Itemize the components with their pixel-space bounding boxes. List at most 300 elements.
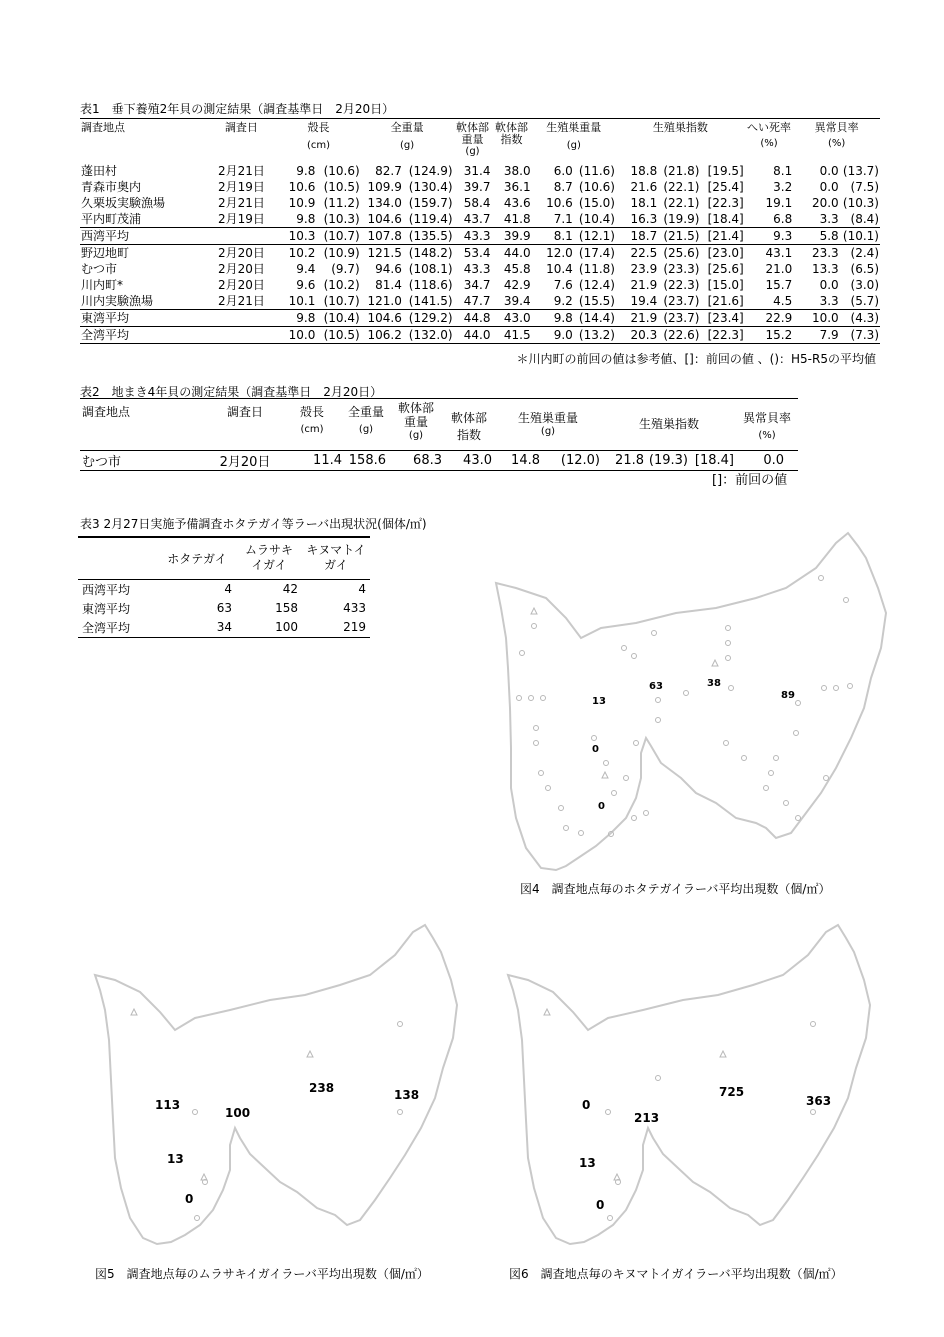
table1-cell: (108.1) bbox=[408, 261, 453, 276]
table1-cell: 58.4 bbox=[463, 195, 491, 210]
table1-cell: (11.2) bbox=[323, 195, 360, 210]
table1-cell: (12.1) bbox=[578, 228, 615, 243]
table2-cell: 21.8 bbox=[615, 453, 644, 468]
table1-cell: [23.4] bbox=[707, 310, 744, 325]
table2-header-gonad-index: 生殖巣指数 bbox=[638, 417, 699, 431]
table1-cell bbox=[207, 309, 277, 326]
table1-cell: 5.8 bbox=[819, 228, 839, 243]
table1-cell: (10.1) bbox=[842, 228, 879, 243]
table3-cell: 219 bbox=[343, 620, 366, 634]
t2-soft-index-label-2: 指数 bbox=[456, 428, 481, 442]
gonad-weight-unit: (g) bbox=[566, 140, 581, 151]
table1-header-gonad-weight bbox=[532, 119, 616, 163]
table3-cell: 34 bbox=[216, 620, 232, 634]
table1-cell: (17.4) bbox=[578, 245, 615, 260]
table1-cell: 18.8 bbox=[630, 163, 658, 178]
table3-cell: 433 bbox=[343, 601, 366, 615]
t2-soft-weight-label-1: 軟体部 bbox=[397, 401, 434, 415]
table1-cell: 2月19日 bbox=[217, 179, 265, 194]
table1-cell: (8.4) bbox=[850, 211, 879, 226]
table1-cell: 23.9 bbox=[630, 261, 658, 276]
table1-cell: (2.4) bbox=[850, 245, 879, 260]
table1-cell: (23.7) bbox=[663, 310, 700, 325]
table1-title: 表1 垂下養殖2年貝の測定結果（調査基準日 2月20日） bbox=[80, 102, 395, 116]
table1-cell: (10.3) bbox=[842, 195, 879, 210]
table1-cell: (7.3) bbox=[850, 327, 879, 342]
table3-cell: 東湾平均 bbox=[82, 601, 131, 616]
table1-cell: 9.8 bbox=[296, 163, 316, 178]
table1-cell: 平内町茂浦 bbox=[81, 211, 142, 226]
table3-header-mussel-2: イガイ bbox=[251, 558, 287, 573]
table1-cell: [19.5] bbox=[707, 163, 744, 178]
table1-note: ＊川内町の前回の値は参考値、[]：前回の値 、()：H5-R5の平均値 bbox=[516, 352, 876, 366]
table1-cell: (21.5) bbox=[663, 228, 700, 243]
table1-cell bbox=[207, 227, 277, 244]
table3-title: 表3 2月27日実施予備調査ホタテガイ等ラーバ出現状況(個体/㎡) bbox=[80, 517, 427, 531]
soft-index-label-1: 軟体部 bbox=[495, 121, 529, 134]
table1-cell: 45.8 bbox=[503, 261, 531, 276]
table1-cell: (10.9) bbox=[323, 245, 360, 260]
table2 bbox=[80, 398, 798, 471]
fig6-label: 0 bbox=[596, 1198, 605, 1212]
table3-header-kinumatoigai-1: キヌマトイ bbox=[306, 543, 366, 558]
fig5-caption: 図5 調査地点毎のムラサキイガイラーバ平均出現数（個/㎡） bbox=[95, 1267, 429, 1281]
table1-cell: 39.4 bbox=[503, 293, 531, 308]
table1-row bbox=[80, 293, 880, 310]
table1-cell: 43.3 bbox=[463, 261, 491, 276]
table1-cell: 10.2 bbox=[288, 245, 316, 260]
table1-cell: 川内実験漁場 bbox=[81, 293, 154, 308]
table1-cell: (13.2) bbox=[578, 327, 615, 342]
table3-row bbox=[78, 579, 370, 599]
table2-cell: 11.4 bbox=[313, 453, 342, 468]
table1-cell: 94.6 bbox=[375, 261, 402, 276]
table1-cell: 82.7 bbox=[375, 163, 402, 178]
table1-cell: (10.6) bbox=[578, 179, 615, 194]
table1-cell: 44.0 bbox=[463, 327, 491, 342]
table1-cell: (25.6) bbox=[663, 245, 700, 260]
table1-cell: (6.5) bbox=[850, 261, 879, 276]
table1-cell: 41.8 bbox=[503, 211, 531, 226]
table1-cell: (10.7) bbox=[323, 228, 360, 243]
table3-cell: 100 bbox=[275, 620, 298, 634]
table1-cell: 3.3 bbox=[819, 293, 839, 308]
fig4-label: 13 bbox=[592, 696, 606, 707]
table2-header-total-weight bbox=[344, 399, 388, 451]
table1-cell: 10.4 bbox=[546, 261, 573, 276]
t2-soft-weight-label-2: 重量 bbox=[403, 415, 428, 429]
table1-cell: 19.1 bbox=[765, 195, 793, 210]
t2-soft-weight-unit: (g) bbox=[408, 430, 424, 441]
table1-header-soft-index bbox=[492, 119, 532, 163]
table1-cell: (15.5) bbox=[578, 293, 615, 308]
fig6-label: 0 bbox=[582, 1098, 591, 1112]
table1-cell: (11.6) bbox=[578, 163, 615, 178]
table1-cell: (10.4) bbox=[323, 310, 360, 325]
table2-row bbox=[80, 451, 798, 471]
table3-cell: 4 bbox=[358, 582, 366, 596]
table2-cell: (19.3) bbox=[648, 453, 688, 468]
t2-abnormal-label: 異常貝率 bbox=[742, 411, 791, 425]
table1-cell: (22.3) bbox=[663, 277, 700, 292]
table1-cell: 野辺地町 bbox=[81, 245, 130, 260]
table1-cell: 42.9 bbox=[503, 277, 531, 292]
table2-cell: [18.4] bbox=[694, 453, 734, 468]
table1-cell: (14.4) bbox=[578, 310, 615, 325]
table1-cell: [21.6] bbox=[707, 293, 744, 308]
mortality-unit: (%) bbox=[760, 138, 778, 149]
table1-cell: 10.3 bbox=[288, 228, 316, 243]
fig5-label: 138 bbox=[394, 1088, 420, 1102]
table1-cell: (130.4) bbox=[408, 179, 453, 194]
table1-cell: (10.7) bbox=[323, 293, 360, 308]
table3-header-mussel-1: ムラサキ bbox=[244, 543, 293, 558]
table1-cell: (23.3) bbox=[663, 261, 700, 276]
table1-cell: (23.7) bbox=[663, 293, 700, 308]
abnormal-unit: (%) bbox=[827, 138, 846, 149]
table1-row bbox=[80, 277, 880, 293]
table1-cell: 7.6 bbox=[553, 277, 573, 292]
fig6-label: 363 bbox=[806, 1094, 832, 1108]
table1-cell: 全湾平均 bbox=[81, 327, 130, 342]
t2-total-weight-unit: (g) bbox=[358, 424, 374, 435]
table1-cell: 9.4 bbox=[296, 261, 316, 276]
table2-header-soft-index bbox=[444, 399, 494, 451]
table1-cell: 西湾平均 bbox=[81, 228, 130, 243]
table1-cell: 20.3 bbox=[630, 327, 658, 342]
table1-cell: (148.2) bbox=[408, 245, 453, 260]
table3-header-kinumatoigai bbox=[302, 537, 370, 579]
table1-cell: 106.2 bbox=[367, 327, 402, 342]
table1-cell: 9.8 bbox=[296, 211, 316, 226]
table1-cell: 13.3 bbox=[811, 261, 839, 276]
table1-cell: 青森市奥内 bbox=[81, 179, 142, 194]
table1-cell: (135.5) bbox=[408, 228, 453, 243]
fig5-bay-outline bbox=[85, 920, 485, 1250]
table1-cell: 9.2 bbox=[553, 293, 573, 308]
table1-cell: 10.9 bbox=[288, 195, 316, 210]
table1-cell: 107.8 bbox=[367, 228, 402, 243]
table1-row bbox=[80, 309, 880, 326]
table1-cell: 7.9 bbox=[819, 327, 839, 342]
table1-cell: 12.0 bbox=[546, 245, 573, 260]
table1-cell: 18.1 bbox=[630, 195, 658, 210]
table1-row bbox=[80, 163, 880, 179]
table1-cell: 41.5 bbox=[503, 327, 531, 342]
table3-header-scallop: ホタテガイ bbox=[167, 551, 227, 566]
table1-row bbox=[80, 179, 880, 195]
table1-row bbox=[80, 195, 880, 211]
table1-cell: 47.7 bbox=[463, 293, 491, 308]
fig4-label: 0 bbox=[592, 744, 599, 755]
table1-cell: 21.0 bbox=[765, 261, 793, 276]
table1-cell: 8.1 bbox=[553, 228, 573, 243]
table3-cell: 西湾平均 bbox=[82, 582, 131, 597]
table1-cell: 2月20日 bbox=[217, 261, 265, 276]
table1-cell: 9.3 bbox=[773, 228, 793, 243]
table1-cell: (10.6) bbox=[323, 163, 360, 178]
table2-header-abnormal bbox=[736, 399, 798, 451]
soft-weight-label-1: 軟体部 bbox=[456, 121, 489, 134]
table1-cell: むつ市 bbox=[81, 261, 118, 276]
table3-row bbox=[78, 599, 370, 618]
t2-shell-length-unit: (cm) bbox=[300, 424, 324, 435]
table1-row bbox=[80, 227, 880, 244]
fig4-label: 89 bbox=[781, 690, 795, 701]
table1-cell: 19.4 bbox=[630, 293, 658, 308]
table1-cell: (10.2) bbox=[323, 277, 360, 292]
table1-cell: 20.0 bbox=[811, 195, 839, 210]
table1-cell: (22.1) bbox=[663, 179, 700, 194]
table2-cell: (12.0) bbox=[560, 453, 600, 468]
table1-cell: 23.3 bbox=[811, 245, 839, 260]
table1-cell: (124.9) bbox=[408, 163, 453, 178]
table3-header-kinumatoigai-2: ガイ bbox=[324, 558, 348, 573]
table1-cell: 2月19日 bbox=[217, 211, 265, 226]
shell-length-unit: (cm) bbox=[306, 140, 330, 151]
table1-cell: [22.3] bbox=[707, 327, 744, 342]
table1-cell: 東湾平均 bbox=[81, 310, 130, 325]
table1-cell: 15.7 bbox=[765, 277, 793, 292]
table1-cell: (10.5) bbox=[323, 327, 360, 342]
table1-cell: 9.0 bbox=[553, 327, 573, 342]
table1-cell: (10.5) bbox=[323, 179, 360, 194]
table1-cell: (12.4) bbox=[578, 277, 615, 292]
table2-header-shell-length bbox=[280, 399, 344, 451]
table1-cell: 44.8 bbox=[463, 310, 491, 325]
table1-cell: (129.2) bbox=[408, 310, 453, 325]
table1-cell: (11.8) bbox=[578, 261, 615, 276]
gonad-weight-label: 生殖巣重量 bbox=[546, 121, 602, 134]
table1-cell: 39.9 bbox=[503, 228, 531, 243]
table1-cell: (119.4) bbox=[408, 211, 453, 226]
table1-cell: 31.4 bbox=[463, 163, 491, 178]
table1-cell: [25.6] bbox=[707, 261, 744, 276]
table2-title: 表2 地まき4年貝の測定結果（調査基準日 2月20日） bbox=[80, 385, 383, 399]
soft-index-label-2: 指数 bbox=[500, 133, 523, 146]
table1-cell: 3.3 bbox=[819, 211, 839, 226]
table3-cell: 全湾平均 bbox=[82, 620, 131, 635]
table1-cell: (3.0) bbox=[850, 277, 879, 292]
table1-header-site: 調査地点 bbox=[81, 121, 125, 134]
table1-row bbox=[80, 244, 880, 261]
table1-cell: [21.4] bbox=[707, 228, 744, 243]
table1-header-mortality bbox=[745, 119, 794, 163]
table2-cell: 2月20日 bbox=[219, 455, 271, 470]
table1-cell: (13.7) bbox=[842, 163, 879, 178]
table1-cell: 16.3 bbox=[630, 211, 658, 226]
table1-cell: 2月21日 bbox=[217, 163, 265, 178]
table1-cell: [22.3] bbox=[707, 195, 744, 210]
table1-cell: 9.8 bbox=[296, 310, 316, 325]
table1-cell: 81.4 bbox=[375, 277, 402, 292]
table1-cell: 21.6 bbox=[630, 179, 658, 194]
fig5-label: 113 bbox=[155, 1098, 181, 1112]
table1-cell: (141.5) bbox=[408, 293, 453, 308]
table1-header-date: 調査日 bbox=[224, 121, 258, 134]
table3 bbox=[78, 536, 370, 638]
table1-cell: (15.0) bbox=[578, 195, 615, 210]
table1-cell: 109.9 bbox=[367, 179, 402, 194]
table1-cell: (159.7) bbox=[408, 195, 453, 210]
table1-cell: 22.9 bbox=[765, 310, 793, 325]
table1-cell: 川内町* bbox=[81, 277, 124, 292]
fig6-label: 725 bbox=[719, 1085, 745, 1099]
soft-weight-label-2: 重量 bbox=[461, 133, 484, 146]
table1-cell: 0.0 bbox=[819, 163, 839, 178]
fig4-label: 38 bbox=[707, 678, 721, 689]
fig4-label: 63 bbox=[649, 681, 663, 692]
table1-cell: 4.5 bbox=[773, 293, 793, 308]
table1-header-total-weight bbox=[361, 119, 454, 163]
table1-cell: 34.7 bbox=[463, 277, 491, 292]
table1-cell: 38.0 bbox=[503, 163, 531, 178]
table1-cell: 9.6 bbox=[296, 277, 316, 292]
table1-cell: 6.8 bbox=[773, 211, 793, 226]
table1-cell: 7.1 bbox=[553, 211, 573, 226]
table1-cell: 0.0 bbox=[819, 179, 839, 194]
table1-cell: 121.5 bbox=[367, 245, 402, 260]
shell-length-label: 殻長 bbox=[307, 121, 330, 134]
table3-header-mussel bbox=[236, 537, 302, 579]
fig5-label: 100 bbox=[225, 1106, 251, 1120]
table1-cell: (22.6) bbox=[663, 327, 700, 342]
table1-cell: 21.9 bbox=[630, 310, 658, 325]
table1-cell: 10.6 bbox=[546, 195, 573, 210]
table2-header-soft-weight bbox=[388, 399, 444, 451]
table2-cell: むつ市 bbox=[82, 455, 122, 470]
table1-cell: (10.3) bbox=[323, 211, 360, 226]
fig4-bay-outline bbox=[486, 528, 906, 878]
table3-cell: 63 bbox=[216, 601, 232, 615]
table1-cell: 久栗坂実験漁場 bbox=[81, 195, 166, 210]
table1-cell: [15.0] bbox=[707, 277, 744, 292]
fig4-map bbox=[486, 528, 906, 878]
total-weight-unit: (g) bbox=[400, 140, 415, 151]
table1-cell: 43.1 bbox=[765, 245, 793, 260]
fig4-caption: 図4 調査地点毎のホタテガイラーバ平均出現数（個/㎡） bbox=[520, 882, 831, 896]
table2-cell: 0.0 bbox=[763, 453, 784, 468]
t2-gonad-weight-unit: (g) bbox=[540, 426, 556, 437]
table2-cell: 43.0 bbox=[463, 453, 492, 468]
table1-cell: 44.0 bbox=[503, 245, 531, 260]
table2-header-gonad-weight bbox=[494, 399, 602, 451]
fig6-caption: 図6 調査地点毎のキヌマトイガイラーバ平均出現数（個/㎡） bbox=[509, 1267, 843, 1281]
table1-cell: 121.0 bbox=[367, 293, 402, 308]
table1-cell: 10.0 bbox=[288, 327, 316, 342]
table3-cell: 158 bbox=[275, 601, 298, 615]
table1-cell: 104.6 bbox=[367, 310, 402, 325]
table1-cell: 6.0 bbox=[553, 163, 573, 178]
table2-header-site: 調査地点 bbox=[82, 405, 131, 419]
table1-cell: 53.4 bbox=[463, 245, 491, 260]
t2-total-weight-label: 全重量 bbox=[347, 405, 384, 419]
table1-cell: 36.1 bbox=[503, 179, 531, 194]
table3-row bbox=[78, 618, 370, 638]
table1-cell: 蓬田村 bbox=[81, 163, 118, 178]
fig5-label: 238 bbox=[309, 1081, 335, 1095]
mortality-label: へい死率 bbox=[746, 121, 791, 134]
table1-cell: 18.7 bbox=[630, 228, 658, 243]
table1-header-soft-weight bbox=[454, 119, 492, 163]
table1-cell: 15.2 bbox=[765, 327, 793, 342]
fig5-map bbox=[85, 920, 485, 1250]
table1-cell: (19.9) bbox=[663, 211, 700, 226]
table1-cell: 43.6 bbox=[503, 195, 531, 210]
table1-cell: (4.3) bbox=[850, 310, 879, 325]
t2-soft-index-label-1: 軟体部 bbox=[450, 411, 487, 425]
table1-cell: 21.9 bbox=[630, 277, 658, 292]
table1-header-shell-length bbox=[276, 119, 360, 163]
fig5-label: 0 bbox=[185, 1192, 194, 1206]
table1-cell: [25.4] bbox=[707, 179, 744, 194]
table1-cell bbox=[207, 326, 277, 343]
table1-cell: (22.1) bbox=[663, 195, 700, 210]
table1-cell: 3.2 bbox=[773, 179, 793, 194]
table1-cell: 2月20日 bbox=[217, 245, 265, 260]
table2-cell: 14.8 bbox=[511, 453, 540, 468]
table1-cell: (118.6) bbox=[408, 277, 453, 292]
table1-cell: (7.5) bbox=[850, 179, 879, 194]
fig4-label: 0 bbox=[598, 801, 605, 812]
t2-shell-length-label: 殻長 bbox=[299, 405, 324, 419]
table1-cell: 8.1 bbox=[773, 163, 793, 178]
table1-cell: 2月21日 bbox=[217, 293, 265, 308]
t2-gonad-weight-label: 生殖巣重量 bbox=[517, 411, 578, 425]
table1-cell: 104.6 bbox=[367, 211, 402, 226]
fig6-label: 13 bbox=[579, 1156, 596, 1170]
soft-weight-unit: (g) bbox=[465, 146, 480, 157]
table1-cell: 2月21日 bbox=[217, 195, 265, 210]
total-weight-label: 全重量 bbox=[390, 121, 424, 134]
fig6-label: 213 bbox=[634, 1111, 660, 1125]
table1-cell: [23.0] bbox=[707, 245, 744, 260]
table1-cell: 10.0 bbox=[811, 310, 839, 325]
table1-cell: 43.7 bbox=[463, 211, 491, 226]
fig6-bay-outline bbox=[498, 920, 898, 1250]
table1-cell: 10.1 bbox=[288, 293, 316, 308]
table2-cell: 68.3 bbox=[413, 453, 442, 468]
table1-cell: (10.4) bbox=[578, 211, 615, 226]
t2-abnormal-unit: (%) bbox=[758, 430, 776, 441]
table2-header-date: 調査日 bbox=[226, 405, 263, 419]
table1-cell: (21.8) bbox=[663, 163, 700, 178]
table1-row bbox=[80, 261, 880, 277]
table1-cell: 39.7 bbox=[463, 179, 491, 194]
table1-cell: 43.3 bbox=[463, 228, 491, 243]
table1-cell: [18.4] bbox=[707, 211, 744, 226]
table1-cell: (5.7) bbox=[850, 293, 879, 308]
table1-cell: 43.0 bbox=[503, 310, 531, 325]
table1-cell: 9.8 bbox=[553, 310, 573, 325]
table1-body bbox=[80, 163, 880, 344]
table2-note: []：前回の値 bbox=[712, 473, 788, 488]
table1-cell: (9.7) bbox=[331, 261, 360, 276]
table1-cell: 0.0 bbox=[819, 277, 839, 292]
table3-cell: 4 bbox=[224, 582, 232, 596]
table1-cell: (132.0) bbox=[408, 327, 453, 342]
abnormal-label: 異常貝率 bbox=[814, 121, 859, 134]
table1-cell: 134.0 bbox=[367, 195, 402, 210]
table1-cell: 2月20日 bbox=[217, 277, 265, 292]
table1-row bbox=[80, 211, 880, 228]
fig6-map bbox=[498, 920, 898, 1250]
table2-cell: 158.6 bbox=[348, 453, 386, 468]
table1-cell: 10.6 bbox=[288, 179, 316, 194]
table3-cell: 42 bbox=[282, 582, 298, 596]
table1-cell: 22.5 bbox=[630, 245, 658, 260]
table1-cell: 8.7 bbox=[553, 179, 573, 194]
